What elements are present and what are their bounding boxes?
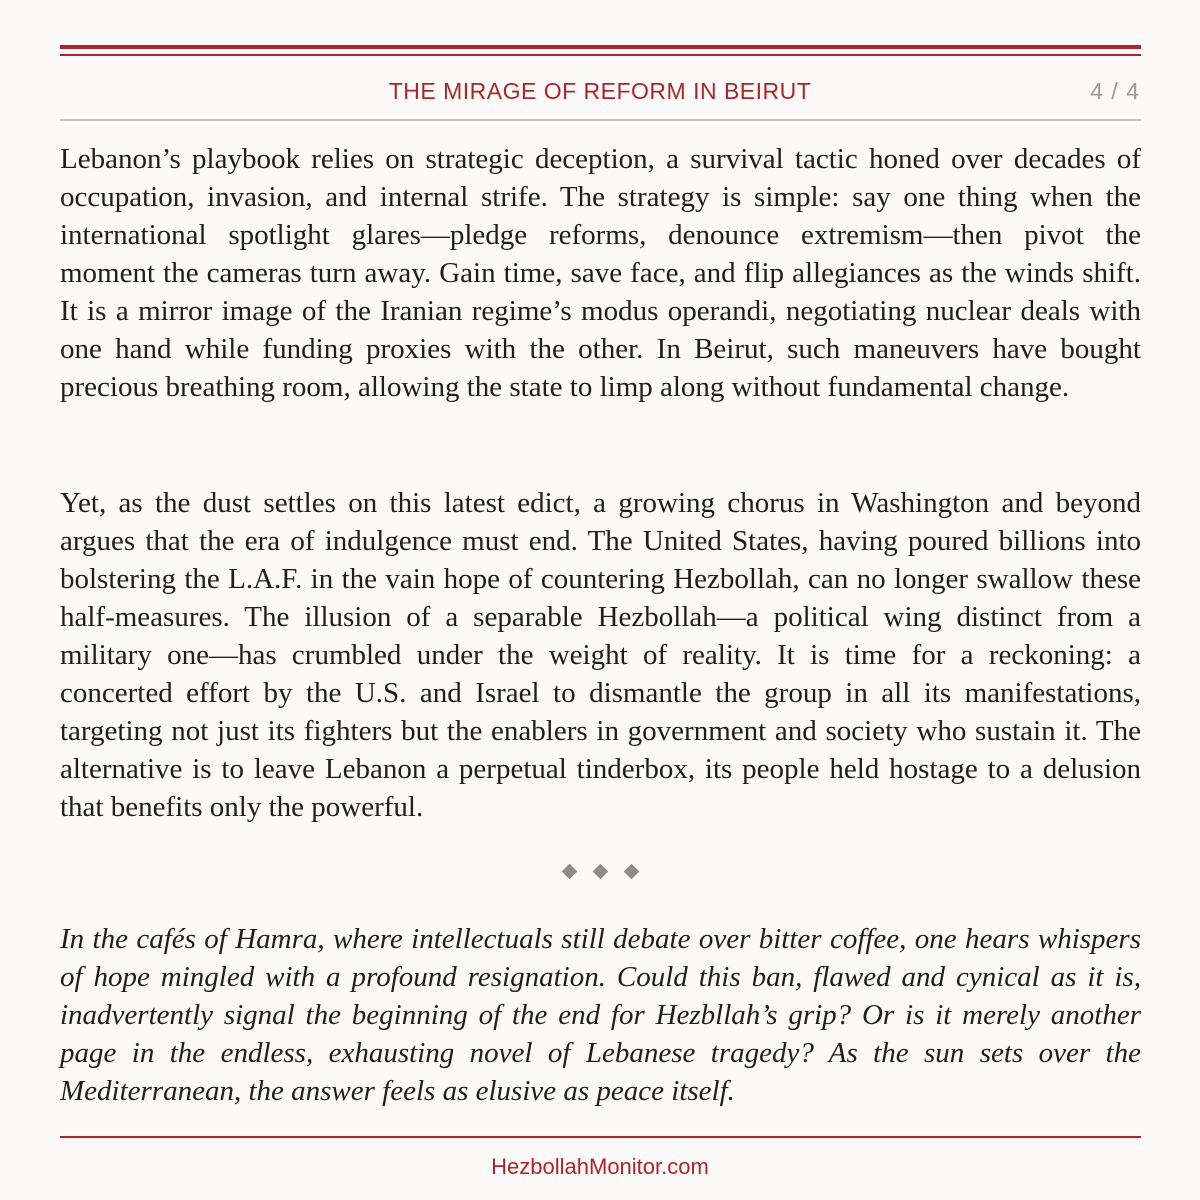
article-paragraph-2: Yet, as the dust settles on this latest edict, a growing chorus in Washington and beyond argues that the era of indulgence must end. The United States, having poured billions into bolstering the L.A.F. in the vain hope of countering Hezbollah, can no longer swallow these half-measures. The illusion of a separable Hezbollah—a political wing distinct from a military one—has crumbled under the weight of reality. It is time for a reckoning: a concerted effort by the U.S. and Israel to dismantle the group in all its manifestations, targeting not just its fighters but the enablers in government and society who sustain it. The alternative is to leave Lebanon a perpetual tinderbox, its people held hostage to a delusion that benefits only the powerful. [60, 487, 1141, 823]
header-divider [60, 119, 1141, 121]
top-rule-thick [60, 45, 1141, 49]
diamond-icon [592, 864, 608, 880]
closing-italic-paragraph: In the cafés of Hamra, where intellectuals still debate over bitter coffee, one hears whispers of hope mingled with a profound resignation. Could this ban, flawed and cynical as it is, inadvertently signal the beginning of the end for Hezbllah’s grip? Or is it merely another page in the endless, exhausting novel of Lebanese tragedy? As the sun sets over the Mediterranean, the answer feels as elusive as peace itself. [60, 923, 1141, 1107]
article-paragraph-1: Lebanon’s playbook relies on strategic deception, a survival tactic honed over decades of occupation, invasion, and internal strife. The strategy is simple: say one thing when the international spotlight glares—pledge reforms, denounce extremism—then pivot the moment the cameras turn away. Gain time, save face, and flip allegiances as the winds shift. It is a mirror image of the Iranian regime’s modus operandi, negotiating nuclear deals with one hand while funding proxies with the other. In Beirut, such maneuvers have bought precious breathing room, allowing the state to limp along without fundamental change. [60, 143, 1141, 403]
footer-rule [60, 1136, 1141, 1138]
section-break-ornament [0, 860, 1200, 884]
page-indicator: 4 / 4 [1090, 78, 1140, 104]
diamond-icon [623, 864, 639, 880]
top-rule-thin [60, 54, 1141, 56]
diamond-icon [561, 864, 577, 880]
footer-site-link[interactable]: HezbollahMonitor.com [491, 1154, 709, 1179]
running-header-title: THE MIRAGE OF REFORM IN BEIRUT [388, 78, 812, 104]
